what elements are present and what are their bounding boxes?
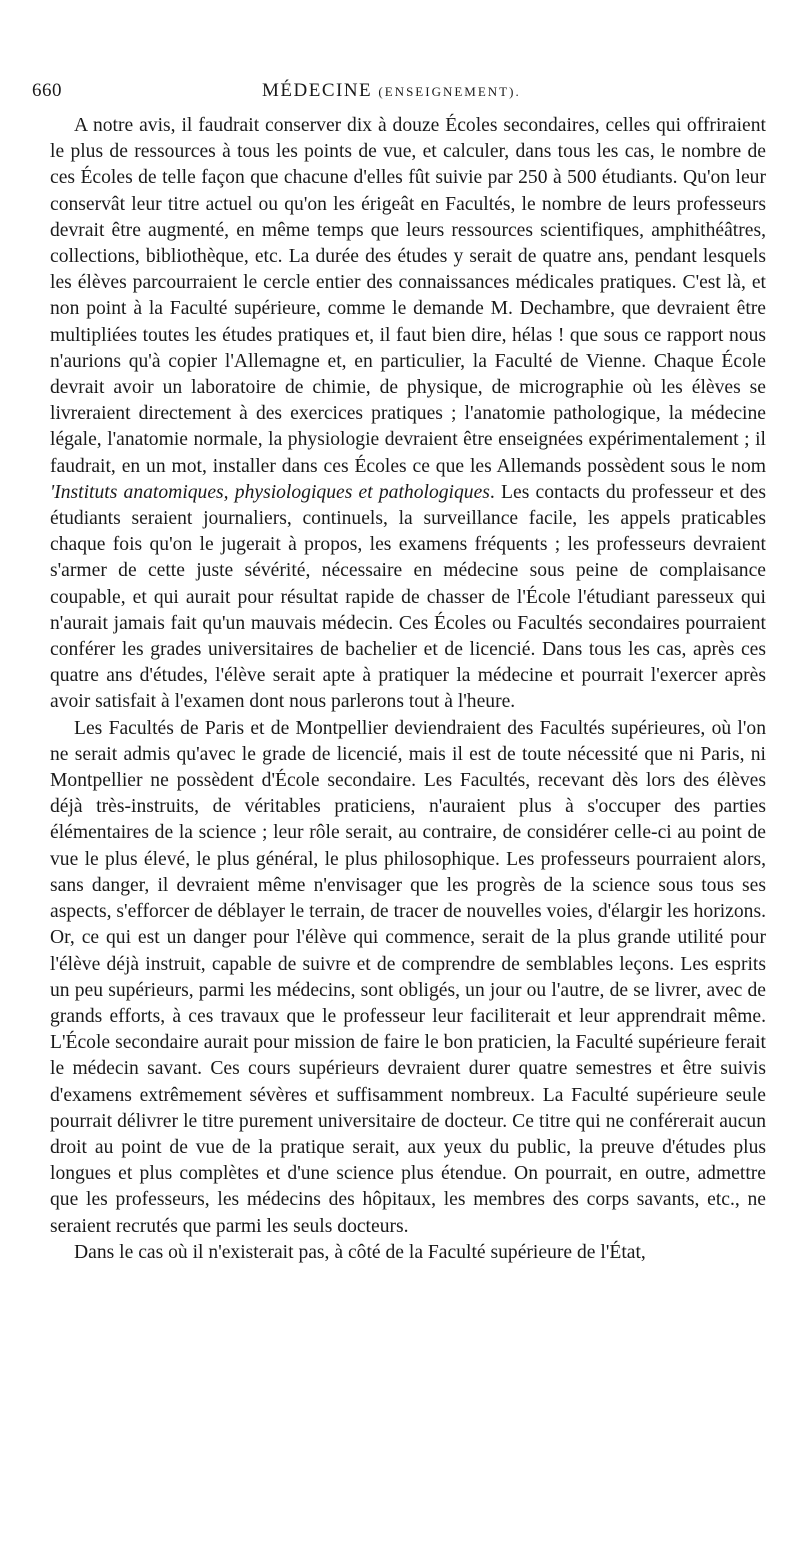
paragraph-1-part-2: . Les contacts du professeur et des étudiants seraient journaliers, continuels, la surveillance facile, les appels praticables chaque fois qu'on le jugerait à propos, les examens fréquents ; les professeurs devraient s'armer de cette juste sévérité, nécessaire en médecine sous peine de complaisance coupable, et qui aurait pour résultat rapide de chasser de l'École l'étudiant paresseux qui n'aurait jamais fait qu'un mauvais médecin. Ces Écoles ou Facultés secondaires pourraient conférer les grades universitaires de bachelier et de licencié. Dans tous les cas, après ces quatre ans d'études, l'élève serait apte à pratiquer la médecine et pourrait l'exercer après avoir satisfait à l'examen dont nous parlerons tout à l'heure. bbox=[50, 481, 766, 713]
paragraph-1-part-1: A notre avis, il faudrait conserver dix à douze Écoles secondaires, celles qui offriraient le plus de ressources à tous les points de vue, et calculer, dans tous les cas, le nombre de ces Écoles de telle façon que chacune d'elles fût suivie par 250 à 500 étudiants. Qu'on leur conservât leur titre actuel ou qu'on les érigeât en Facultés, le nombre de leurs professeurs devrait être augmenté, en même temps que leurs ressources scientifiques, amphithéâtres, collections, bibliothèque, etc. La durée des études y serait de quatre ans, pendant lesquels les élèves parcourraient le cercle entier des connaissances médicales pratiques. C'est là, et non point à la Faculté supérieure, comme le demande M. Dechambre, que devraient être multipliées toutes les études pratiques et, il faut bien dire, hélas ! que sous ce rapport nous n'aurions qu'à copier l'Allemagne et, en particulier, la Faculté de Vienne. Chaque École devrait avoir un laboratoire de chimie, de physique, de micrographie où les élèves se livreraient directement à des exercices pratiques ; l'anatomie pathologique, la médecine légale, l'anatomie normale, la physiologie devraient être enseignées expérimentalement ; il faudrait, en un mot, installer dans ces Écoles ce que les Allemands possèdent sous le nom bbox=[50, 115, 766, 477]
paragraph-2: Les Facultés de Paris et de Montpellier deviendraient des Facultés supérieures, où l'on ne serait admis qu'avec le grade de licencié, mais il est de toute nécessité que ni Paris, ni Montpellier ne possèdent d'École secondaire. Les Facultés, recevant dès lors des élèves déjà très-instruits, de véritables praticiens, n'auraient plus à s'occuper des parties élémentaires de la science ; leur rôle serait, au contraire, de considérer celle-ci au point de vue le plus élevé, le plus général, le plus philosophique. Les professeurs pourraient alors, sans danger, il devraient même n'envisager que les progrès de la science sous tous ses aspects, s'efforcer de déblayer le terrain, de tracer de nouvelles voies, d'élargir les horizons. Or, ce qui est un danger pour l'élève qui commence, serait de la plus grande utilité pour l'élève déjà instruit, capable de suivre et de comprendre de semblables leçons. Les esprits un peu supérieurs, parmi les médecins, sont obligés, un jour ou l'autre, de se livrer, avec de grands efforts, à ces travaux que le professeur leur faciliterait et leur apprendrait même. L'École secondaire aurait pour mission de faire le bon praticien, la Faculté supérieure ferait le médecin savant. Ces cours supérieurs devraient durer quatre semestres et être suivis d'examens extrêmement sévères et suffisamment nombreux. La Faculté supérieure seule pourrait délivrer le titre purement universitaire de docteur. Ce titre qui ne conférerait aucun droit au point de vue de la pratique serait, aux yeux du public, la preuve d'études plus longues et plus complètes et d'une science plus étendue. On pourrait, en outre, admettre que les professeurs, les médecins des hôpitaux, les membres des corps savants, etc., ne seraient recrutés que parmi les seuls docteurs. bbox=[50, 717, 766, 1237]
page-number: 660 bbox=[32, 80, 62, 101]
running-title bbox=[262, 80, 521, 102]
running-title-subtitle: (ENSEIGNEMENT). bbox=[378, 84, 521, 99]
running-title-main: MÉDECINE bbox=[262, 80, 373, 101]
running-head bbox=[32, 80, 776, 104]
paragraph-1-italic-term: 'Instituts anatomiques, physiologiques et pathologiques bbox=[50, 481, 490, 503]
paragraph-1 bbox=[50, 113, 766, 716]
body-text bbox=[50, 113, 766, 1266]
paragraph-3: Dans le cas où il n'existerait pas, à côté de la Faculté supérieure de l'État, bbox=[74, 1241, 646, 1263]
